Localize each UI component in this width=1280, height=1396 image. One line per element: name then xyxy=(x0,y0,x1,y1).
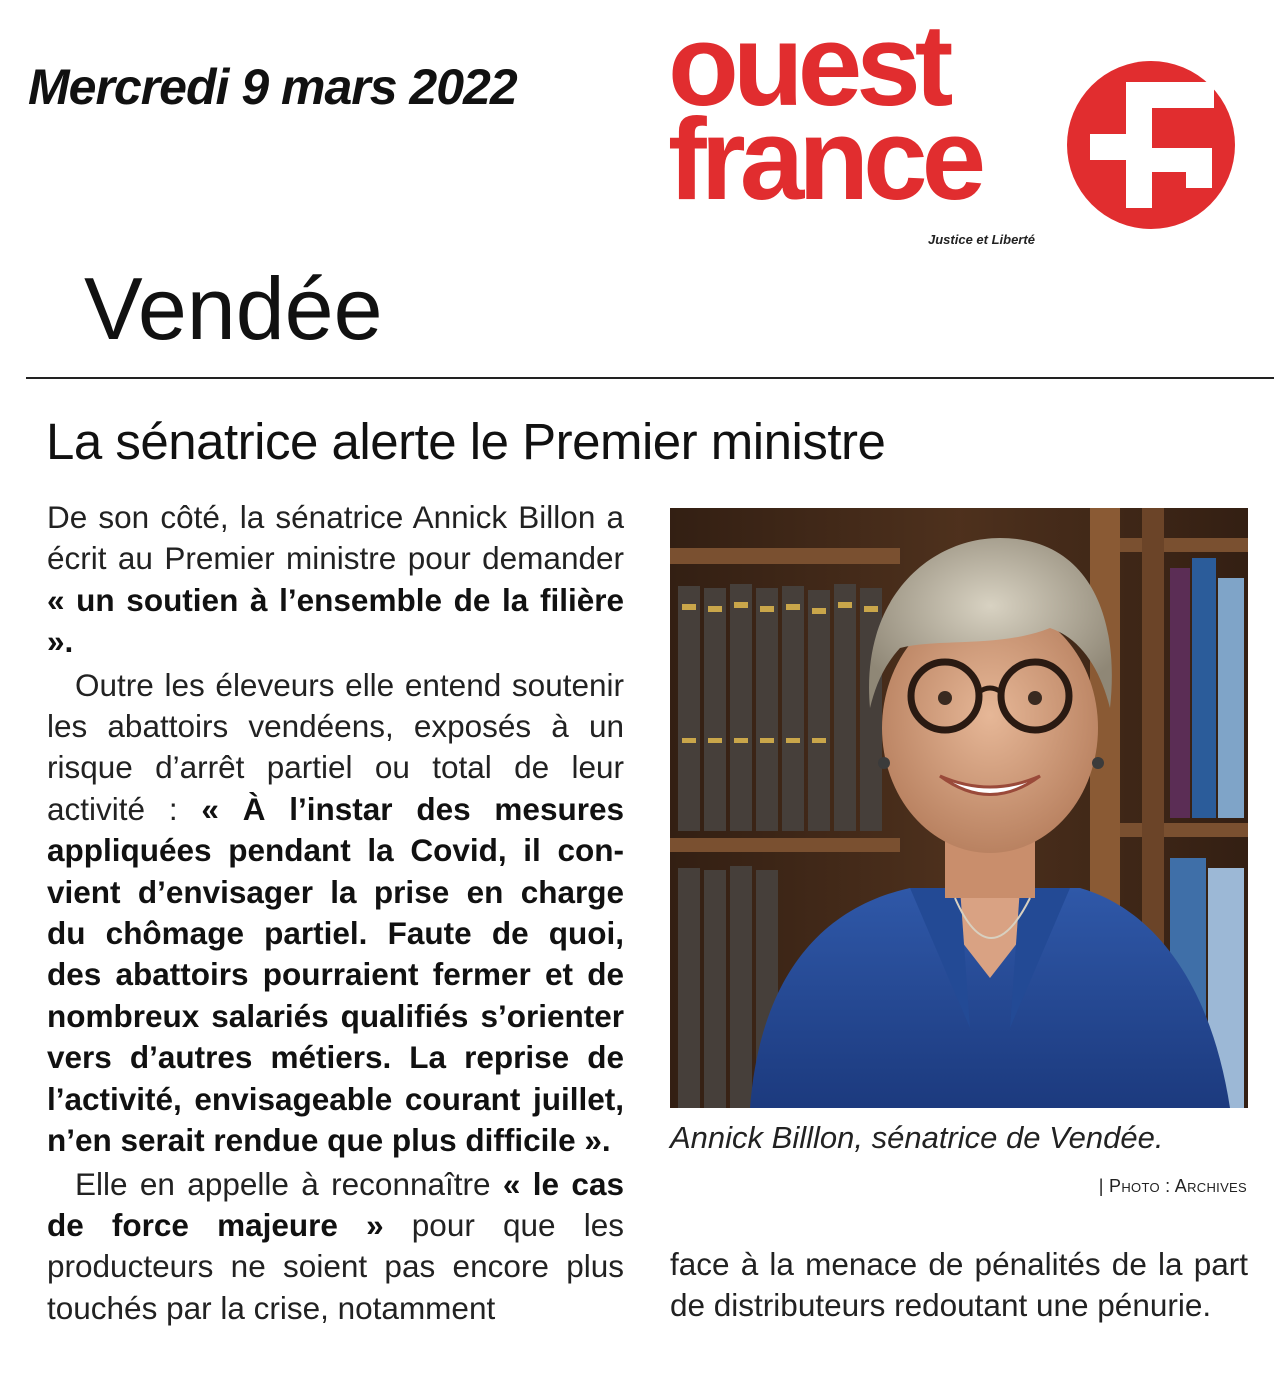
quote-bold: « un soutien à l’ensemble de la filière ». xyxy=(47,581,624,660)
quote-bold: « le cas de force majeure » xyxy=(47,1165,624,1243)
article-paragraph: Outre les éleveurs elle entend soutenir les abattoirs vendéens, exposés à un risque d’arrêt partiel ou total de leur activité : « À l’instar des mesures appliquées pendant la Covid, il convient d’envisager la prise en charge du chômage partiel. Faute de quoi, des abattoirs pourraient fermer et de nombreux salariés qualifiés s’orienter vers d’autres métiers. La reprise de l’activité, envisageable courant juillet, n’en serait rendue que plus difficile ». xyxy=(47,666,624,1159)
logo-word-france: france xyxy=(668,94,981,224)
logo-emblem-icon xyxy=(1066,60,1236,230)
article-headline: La sénatrice alerte le Premier ministre xyxy=(46,413,886,470)
portrait-illustration xyxy=(670,508,1248,1108)
portrait-photo xyxy=(670,508,1248,1108)
photo-credit: | Photo : Archives xyxy=(1098,1176,1247,1196)
article-paragraph: Elle en appelle à reconnaître « le cas de force majeure » pour que les producteurs ne soient pas encore plus touchés par la crise, notamment xyxy=(47,1165,624,1326)
article-paragraph: De son côté, la sénatrice Annick Billon a écrit au Premier ministre pour demander « un soutien à l’ensemble de la filière ». xyxy=(47,499,624,660)
logo-tagline: Justice et Liberté xyxy=(928,232,1035,247)
newspaper-logo xyxy=(668,0,1058,224)
section-divider xyxy=(26,377,1274,379)
logo-word-ouest: ouest xyxy=(668,0,948,130)
section-title: Vendée xyxy=(84,259,383,358)
article-body-right-column xyxy=(670,1244,1248,1327)
article-body-left-column xyxy=(47,497,624,1331)
publication-date: Mercredi 9 mars 2022 xyxy=(28,59,517,115)
article-paragraph-continued: face à la menace de pénalités de la part de distributeurs redoutant une pénurie. xyxy=(670,1246,1248,1324)
photo-caption: Annick Billlon, sénatrice de Vendée. xyxy=(670,1120,1164,1155)
quote-bold: « À l’instar des mesures appliquées pendant la Covid, il convient d’envisager la prise en charge du chômage partiel. Faute de quoi, des abattoirs pourraient fermer et de nombreux salariés qualifiés s’orienter vers d’autres métiers. La reprise de l’activité, envisageable courant juillet, n’en serait rendue que plus difficile ». xyxy=(47,790,624,1159)
